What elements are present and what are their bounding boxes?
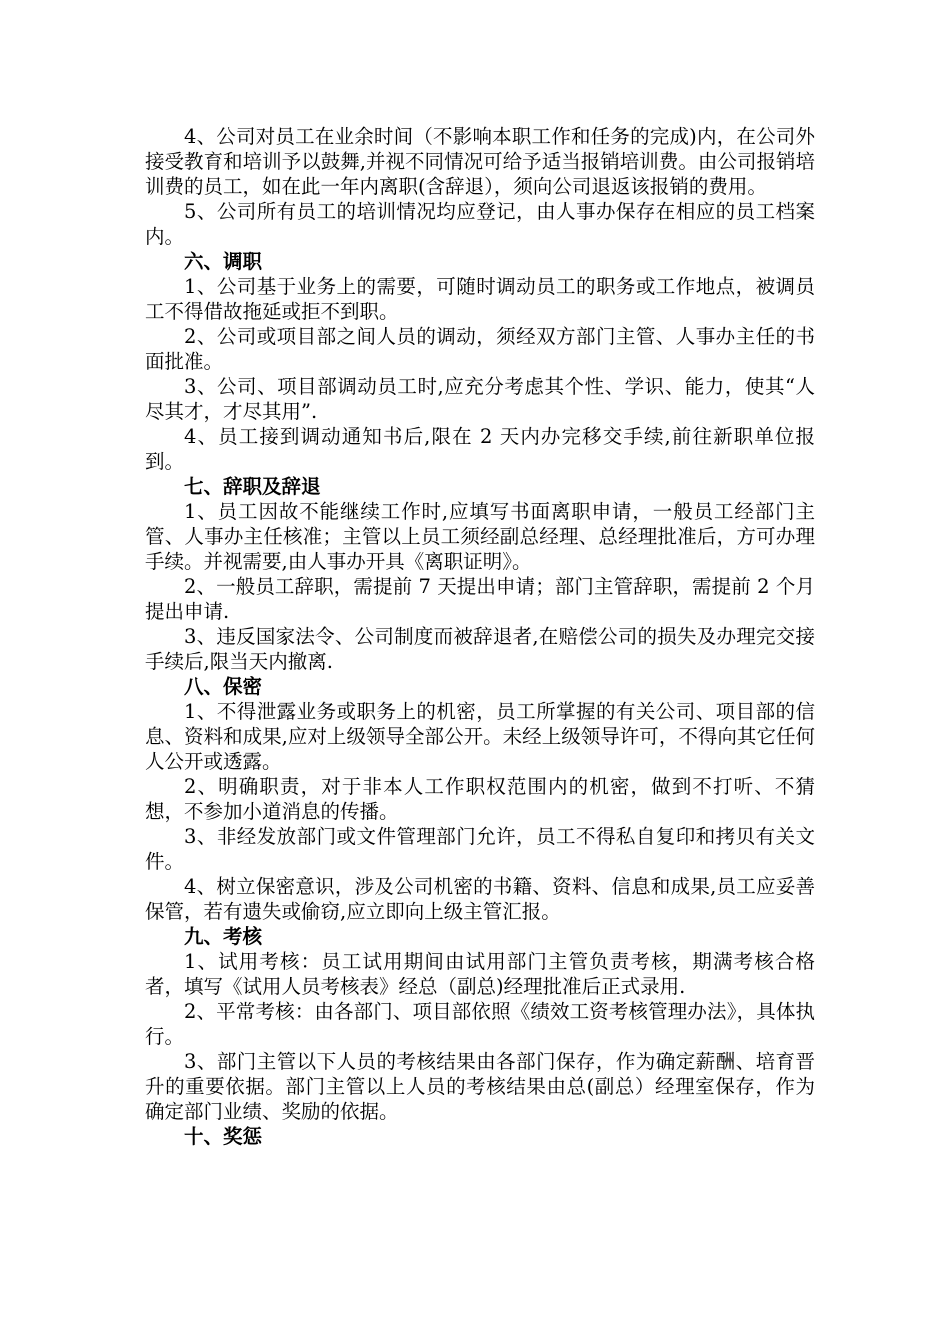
paragraph: 3、公司、项目部调动员工时,应充分考虑其个性、学识、能力，使其“人尽其才，才尽其用”. [145, 375, 815, 423]
document-page [145, 124, 815, 1149]
section-heading: 七、辞职及辞退 [184, 475, 321, 498]
paragraph: 1、公司基于业务上的需要，可随时调动员工的职务或工作地点，被调员工不得借故拖延或拒不到职。 [145, 275, 815, 323]
paragraph: 5、公司所有员工的培训情况均应登记，由人事办保存在相应的员工档案内。 [145, 200, 815, 248]
paragraph: 1、试用考核：员工试用期间由试用部门主管负责考核，期满考核合格者，填写《试用人员考核表》经总（副总)经理批准后正式录用. [145, 950, 815, 998]
section-heading: 八、保密 [184, 675, 263, 698]
paragraph: 4、树立保密意识，涉及公司机密的书籍、资料、信息和成果,员工应妥善保管，若有遗失或偷窃,应立即向上级主管汇报。 [145, 875, 815, 923]
paragraph: 2、公司或项目部之间人员的调动，须经双方部门主管、人事办主任的书面批准。 [145, 325, 815, 373]
paragraph: 4、公司对员工在业余时间（不影响本职工作和任务的完成)内，在公司外接受教育和培训予以鼓舞,并视不同情况可给予适当报销培训费。由公司报销培训费的员工，如在此一年内离职(含辞退），须向公司退返该报销的费用。 [145, 125, 815, 198]
paragraph: 1、不得泄露业务或职务上的机密，员工所掌握的有关公司、项目部的信息、资料和成果,应对上级领导全部公开。未经上级领导许可，不得向其它任何人公开或透露。 [145, 700, 815, 773]
paragraph: 3、部门主管以下人员的考核结果由各部门保存，作为确定薪酬、培育晋升的重要依据。部门主管以上人员的考核结果由总(副总）经理室保存，作为确定部门业绩、奖励的依据。 [145, 1050, 815, 1123]
paragraph: 2、一般员工辞职，需提前 7 天提出申请；部门主管辞职，需提前 2 个月提出申请. [145, 575, 815, 623]
paragraph: 3、违反国家法令、公司制度而被辞退者,在赔偿公司的损失及办理完交接手续后,限当天内撤离. [145, 625, 815, 673]
paragraph: 2、平常考核：由各部门、项目部依照《绩效工资考核管理办法》，具体执行。 [145, 1000, 815, 1048]
paragraph: 3、非经发放部门或文件管理部门允许，员工不得私自复印和拷贝有关文件。 [145, 825, 815, 873]
section-heading: 六、调职 [184, 250, 263, 273]
paragraph: 2、明确职责，对于非本人工作职权范围内的机密，做到不打听、不猜想，不参加小道消息的传播。 [145, 775, 815, 823]
section-heading: 九、考核 [184, 925, 263, 948]
paragraph: 4、员工接到调动通知书后,限在 2 天内办完移交手续,前往新职单位报到。 [145, 425, 815, 473]
paragraph: 1、员工因故不能继续工作时,应填写书面离职申请，一般员工经部门主管、人事办主任核准；主管以上员工须经副总经理、总经理批准后，方可办理手续。并视需要,由人事办开具《离职证明》。 [145, 500, 815, 573]
section-heading: 十、奖惩 [184, 1125, 263, 1148]
